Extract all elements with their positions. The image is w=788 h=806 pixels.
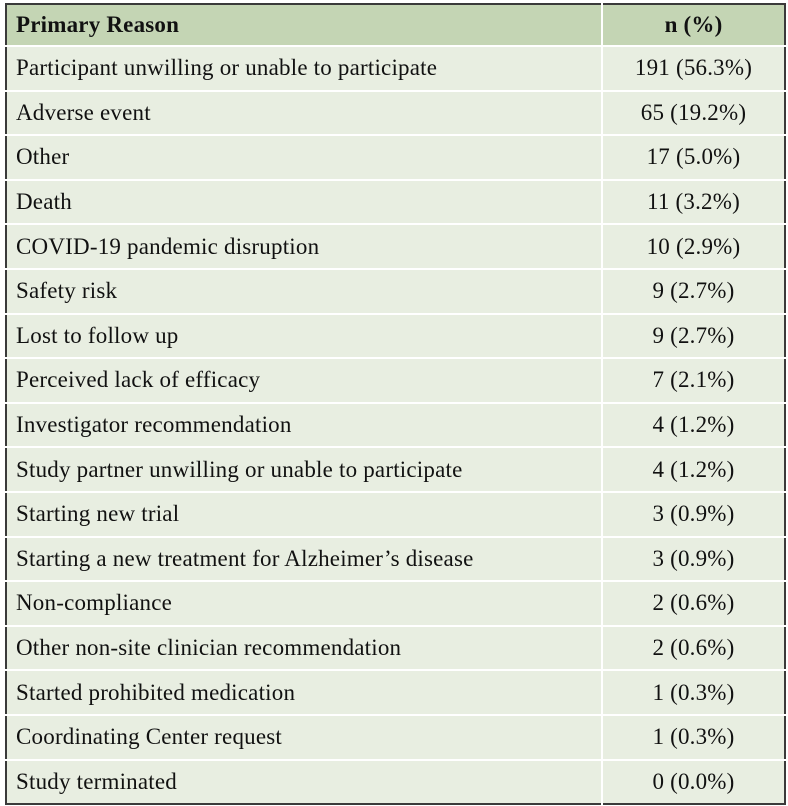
table-row: [6, 626, 785, 671]
n-cell: 2 (0.6%): [602, 581, 785, 626]
reasons-table-container: [5, 3, 784, 805]
n-cell: 11 (3.2%): [602, 180, 785, 225]
n-cell: 10 (2.9%): [602, 224, 785, 269]
table-header: [6, 4, 785, 46]
header-row: [6, 4, 785, 46]
reasons-table: [5, 3, 786, 805]
reason-cell: Lost to follow up: [6, 314, 602, 359]
reason-cell: COVID-19 pandemic disruption: [6, 224, 602, 269]
n-cell: 1 (0.3%): [602, 670, 785, 715]
reason-cell: Non-compliance: [6, 581, 602, 626]
table-row: [6, 447, 785, 492]
reason-cell: Coordinating Center request: [6, 715, 602, 760]
reason-cell: Perceived lack of efficacy: [6, 358, 602, 403]
reason-cell: Investigator recommendation: [6, 403, 602, 448]
reason-cell: Other non-site clinician recommendation: [6, 626, 602, 671]
table-row: [6, 46, 785, 91]
n-cell: 17 (5.0%): [602, 135, 785, 180]
n-cell: 9 (2.7%): [602, 314, 785, 359]
table-row: [6, 358, 785, 403]
table-row: [6, 403, 785, 448]
table-row: [6, 581, 785, 626]
reason-cell: Adverse event: [6, 91, 602, 136]
reason-cell: Death: [6, 180, 602, 225]
table-row: [6, 180, 785, 225]
column-header-n-percent: n (%): [602, 4, 785, 46]
reason-cell: Started prohibited medication: [6, 670, 602, 715]
table-row: [6, 670, 785, 715]
n-cell: 65 (19.2%): [602, 91, 785, 136]
table-row: [6, 492, 785, 537]
reason-cell: Other: [6, 135, 602, 180]
table-row: [6, 269, 785, 314]
n-cell: 3 (0.9%): [602, 492, 785, 537]
table-row: [6, 314, 785, 359]
table-row: [6, 224, 785, 269]
reason-cell: Safety risk: [6, 269, 602, 314]
table-row: [6, 715, 785, 760]
n-cell: 1 (0.3%): [602, 715, 785, 760]
reason-cell: Study partner unwilling or unable to participate: [6, 447, 602, 492]
n-cell: 3 (0.9%): [602, 537, 785, 582]
table-row: [6, 760, 785, 805]
n-cell: 4 (1.2%): [602, 447, 785, 492]
reason-cell: Starting new trial: [6, 492, 602, 537]
table-row: [6, 537, 785, 582]
table-row: [6, 91, 785, 136]
column-header-primary-reason: Primary Reason: [6, 4, 602, 46]
table-body: [6, 46, 785, 804]
n-cell: 4 (1.2%): [602, 403, 785, 448]
n-cell: 2 (0.6%): [602, 626, 785, 671]
n-cell: 9 (2.7%): [602, 269, 785, 314]
table-row: [6, 135, 785, 180]
n-cell: 191 (56.3%): [602, 46, 785, 91]
reason-cell: Study terminated: [6, 760, 602, 805]
n-cell: 0 (0.0%): [602, 760, 785, 805]
reason-cell: Starting a new treatment for Alzheimer’s disease: [6, 537, 602, 582]
n-cell: 7 (2.1%): [602, 358, 785, 403]
reason-cell: Participant unwilling or unable to participate: [6, 46, 602, 91]
